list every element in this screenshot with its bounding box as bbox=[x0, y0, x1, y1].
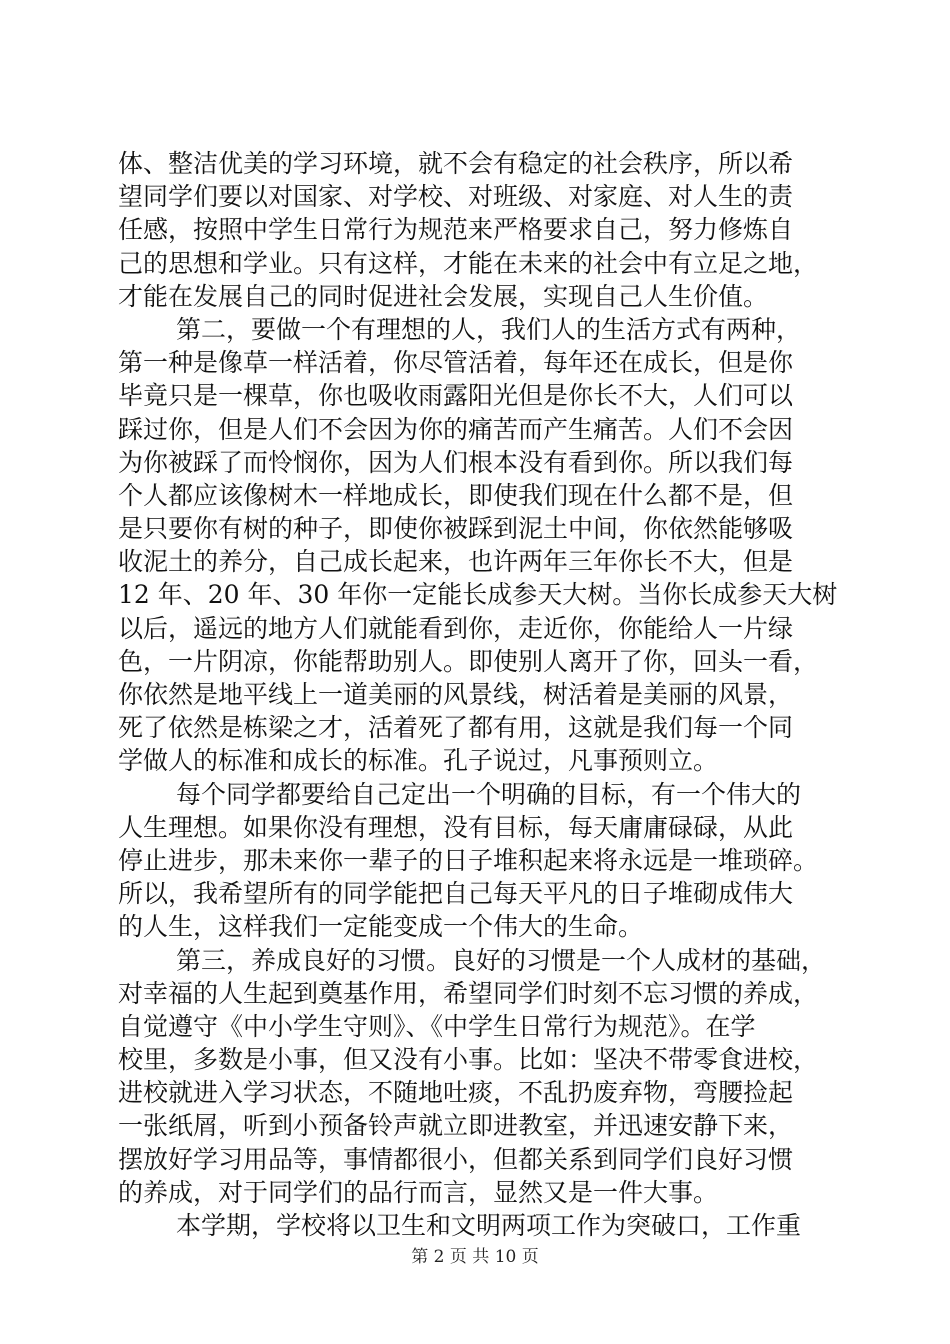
text-line: 校里，多数是小事，但又没有小事。比如：坚决不带零食进校， bbox=[118, 1045, 819, 1075]
text-line: 是只要你有树的种子，即使你被踩到泥土中间，你依然能够吸 bbox=[118, 514, 794, 544]
text-line: 为你被踩了而怜悯你，因为人们根本没有看到你。所以我们每 bbox=[118, 447, 794, 477]
text-line: 学做人的标准和成长的标准。孔子说过，凡事预则立。 bbox=[118, 746, 719, 776]
text-line: 自觉遵守《中小学生守则》、《中学生日常行为规范》。在学 bbox=[118, 1011, 756, 1041]
text-line: 的人生，这样我们一定能变成一个伟大的生命。 bbox=[118, 912, 644, 942]
text-line: 个人都应该像树木一样地成长，即使我们现在什么都不是，但 bbox=[118, 480, 794, 510]
text-line: 所以，我希望所有的同学能把自己每天平凡的日子堆砌成伟大 bbox=[118, 879, 794, 909]
text-line: 的养成，对于同学们的品行而言，显然又是一件大事。 bbox=[118, 1177, 719, 1207]
text-line: 望同学们要以对国家、对学校、对班级、对家庭、对人生的责 bbox=[118, 182, 794, 212]
text-line: 本学期，学校将以卫生和文明两项工作为突破口，工作重 bbox=[176, 1211, 802, 1240]
text-line: 任感，按照中学生日常行为规范来严格要求自己，努力修炼自 bbox=[118, 215, 794, 245]
text-line: 每个同学都要给自己定出一个明确的目标，有一个伟大的 bbox=[176, 779, 802, 809]
text-line: 进校就进入学习状态，不随地吐痰，不乱扔废弃物，弯腰捡起 bbox=[118, 1078, 794, 1108]
text-line: 一张纸屑，听到小预备铃声就立即进教室，并迅速安静下来， bbox=[118, 1111, 794, 1141]
text-line: 毕竟只是一棵草，你也吸收雨露阳光但是你长不大，人们可以 bbox=[118, 381, 794, 411]
text-line: 第一种是像草一样活着，你尽管活着，每年还在成长，但是你 bbox=[118, 348, 794, 378]
text-line: 踩过你，但是人们不会因为你的痛苦而产生痛苦。人们不会因 bbox=[118, 414, 794, 444]
text-line: 己的思想和学业。只有这样，才能在未来的社会中有立足之地， bbox=[118, 248, 819, 278]
text-line: 收泥土的养分，自己成长起来，也许两年三年你长不大，但是 bbox=[118, 547, 794, 577]
text-line: 才能在发展自己的同时促进社会发展，实现自己人生价值。 bbox=[118, 281, 769, 311]
page-footer: 第 2 页 共 10 页 bbox=[411, 1247, 539, 1267]
text-line: 色，一片阴凉，你能帮助别人。即使别人离开了你，回头一看， bbox=[118, 646, 819, 676]
text-line: 第二，要做一个有理想的人，我们人的生活方式有两种， bbox=[176, 314, 802, 344]
text-line: 以后，遥远的地方人们就能看到你，走近你，你能给人一片绿 bbox=[118, 613, 794, 643]
text-line: 停止进步，那未来你一辈子的日子堆积起来将永远是一堆琐碎。 bbox=[118, 845, 819, 875]
text-line: 第三，养成良好的习惯。良好的习惯是一个人成材的基础， bbox=[176, 945, 827, 975]
text-line: 人生理想。如果你没有理想，没有目标，每天庸庸碌碌，从此 bbox=[118, 812, 794, 842]
document-body bbox=[118, 147, 838, 1242]
text-line: 对幸福的人生起到奠基作用，希望同学们时刻不忘习惯的养成， bbox=[118, 978, 819, 1008]
text-line: 你依然是地平线上一道美丽的风景线，树活着是美丽的风景， bbox=[118, 680, 794, 709]
text-line: 12 年、20 年、30 年你一定能长成参天大树。当你长成参天大树 bbox=[118, 580, 838, 610]
text-line: 体、整洁优美的学习环境，就不会有稳定的社会秩序，所以希 bbox=[118, 149, 794, 178]
text-line: 摆放好学习用品等，事情都很小，但都关系到同学们良好习惯 bbox=[118, 1144, 794, 1174]
text-line: 死了依然是栋梁之才，活着死了都有用，这就是我们每一个同 bbox=[118, 713, 794, 743]
